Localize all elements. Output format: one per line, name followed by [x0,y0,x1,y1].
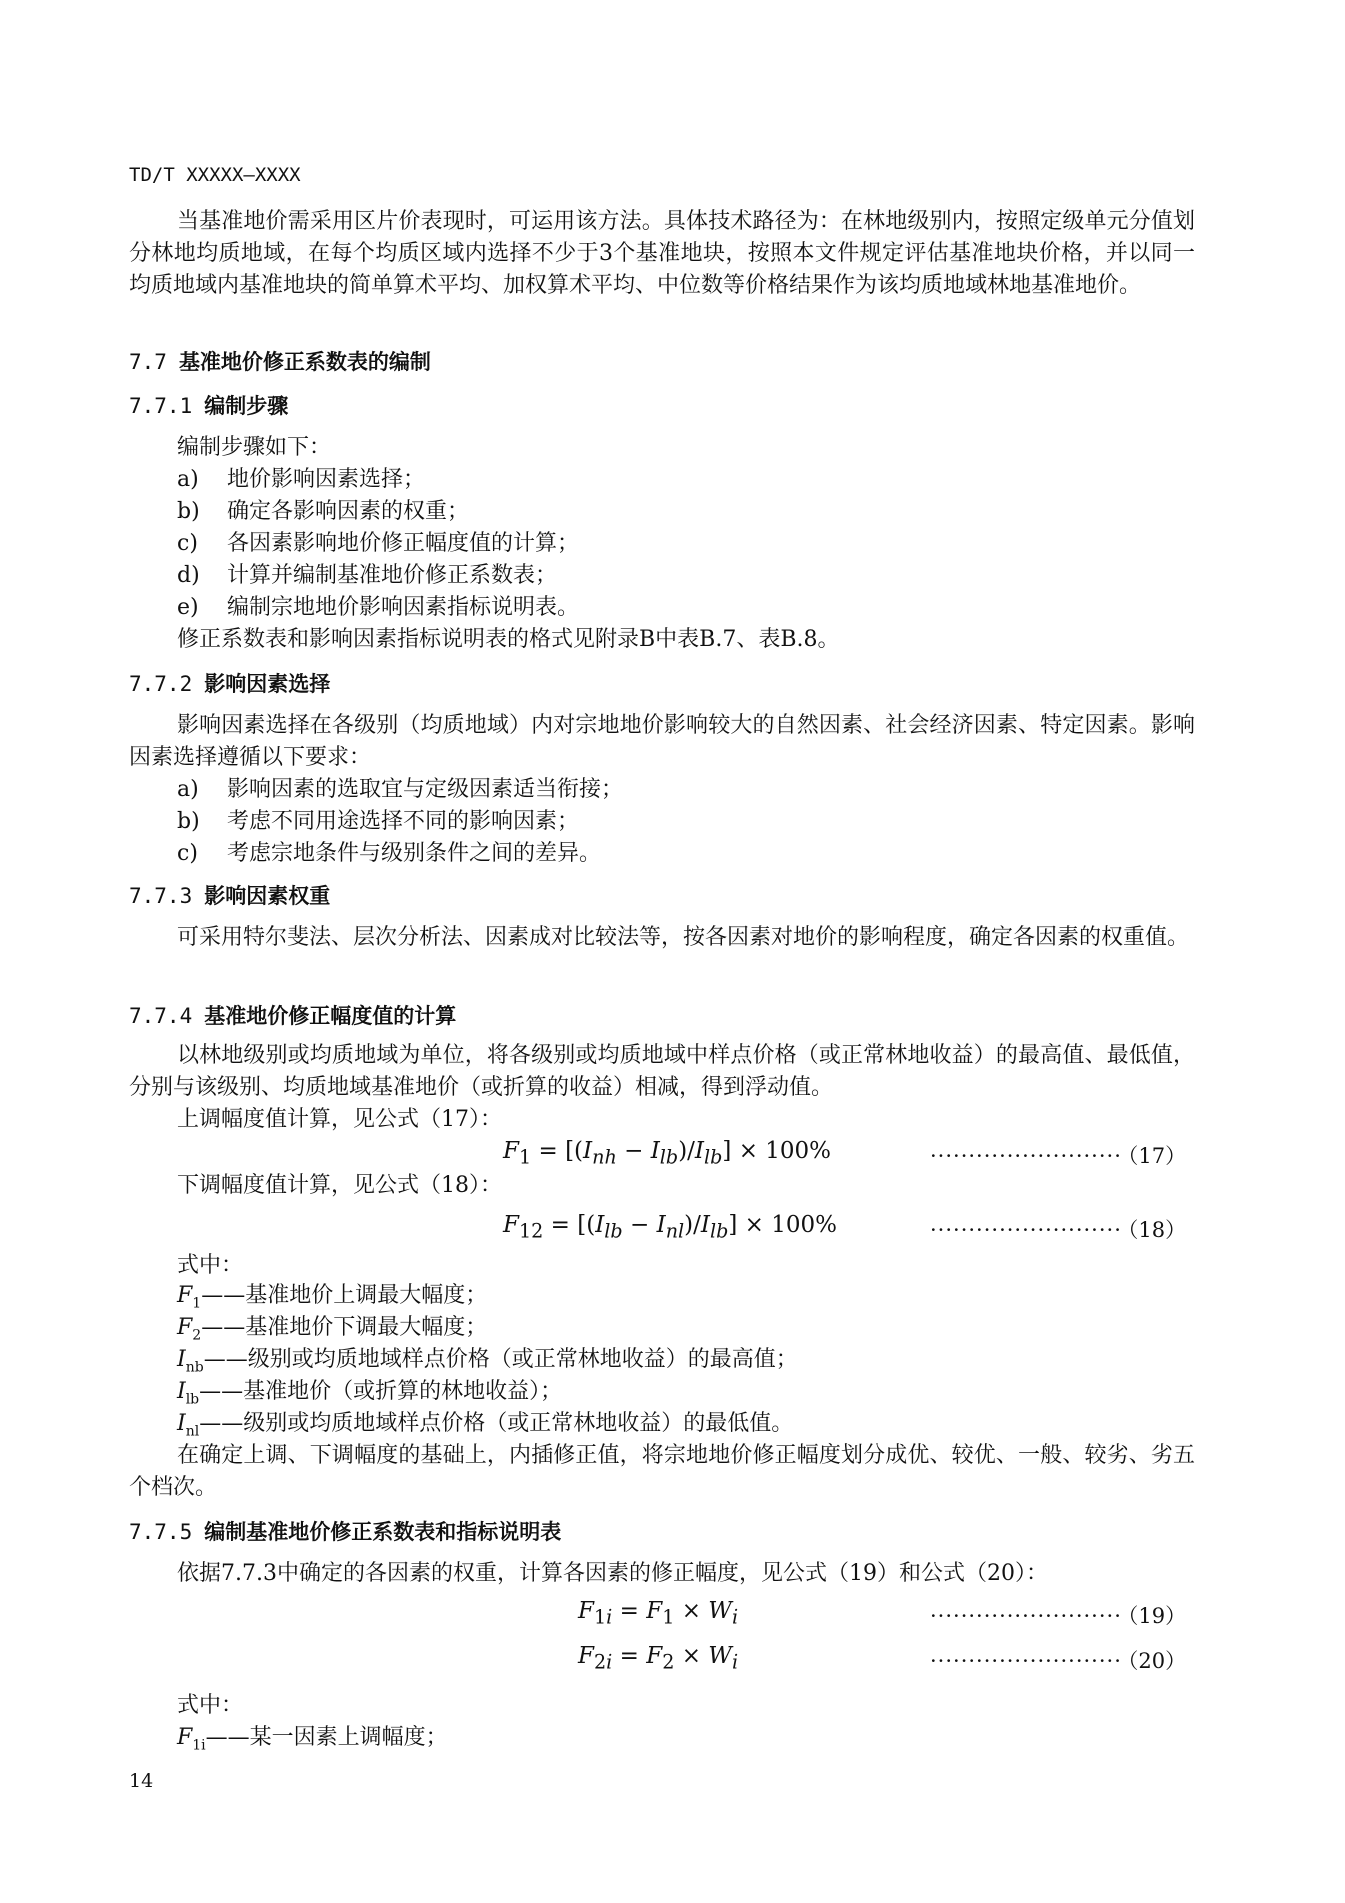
formula-18: $F_{12} = [(I_{lb} - I_{nl})/I_{lb}] \times 100\%$ [503,1212,837,1243]
formula-19-number: ························· （19） [930,1604,1187,1628]
definition-item: $F_1——$基准地价上调最大幅度； [177,1283,488,1312]
formula-17: $F_1 = [(I_{nh} - I_{lb})/I_{lb}] \times 100\%$ [503,1138,832,1169]
factor-selection-paragraph: 影响因素选择在各级别（均质地域）内对宗地地价影响较大的自然因素、社会经济因素、特定因素。影响因素选择遵循以下要求： [129,713,1195,770]
formula-19: $F_{1i} = F_1 \times W_i$ [578,1598,739,1629]
where-label: 式中： [177,1253,244,1278]
list-item: b) 考虑不同用途选择不同的影响因素； [177,809,580,834]
steps-tail: 修正系数表和影响因素指标说明表的格式见附录B中表B.7、表B.8。 [177,627,840,652]
formula-20-number: ························· （20） [930,1649,1187,1673]
section-number: 7.7.4 [129,1004,193,1028]
section-7-7-heading [129,346,431,376]
section-number: 7.7.2 [129,672,193,696]
steps-lead: 编制步骤如下： [177,435,332,460]
list-item: d) 计算并编制基准地价修正系数表； [177,563,558,588]
formula-17-lead: 上调幅度值计算，见公式（17）： [177,1107,502,1132]
formula-17-number: ························· （17） [930,1144,1187,1168]
section-number: 7.7.1 [129,394,193,418]
list-item: a) 影响因素的选取宜与定级因素适当衔接； [177,777,624,802]
grading-paragraph: 在确定上调、下调幅度的基础上，内插修正值，将宗地地价修正幅度划分成优、较优、一般、较劣、劣五个档次。 [129,1443,1195,1500]
formula-20: $F_{2i} = F_2 \times W_i$ [578,1643,739,1674]
page-number: 14 [129,1770,154,1792]
section-title: 影响因素权重 [204,884,331,908]
section-7-7-5-heading [129,1516,561,1546]
section-number: 7.7.3 [129,884,193,908]
section-7-7-1-heading [129,390,288,420]
formula-18-lead: 下调幅度值计算，见公式（18）： [177,1173,502,1198]
list-item: e) 编制宗地地价影响因素指标说明表。 [177,595,580,620]
weight-paragraph: 可采用特尔斐法、层次分析法、因素成对比较法等，按各因素对地价的影响程度，确定各因素的权重值。 [177,925,1190,950]
formula-19-20-lead: 依据7.7.3中确定的各因素的权重，计算各因素的修正幅度，见公式（19）和公式（20）： [177,1561,1048,1586]
intro-text: 当基准地价需采用区片价表现时，可运用该方法。具体技术路径为：在林地级别内，按照定级单元分值划分林地均质地域，在每个均质区域内选择不少于3个基准地块，按照本文件规定评估基准地块价格，并以同一均质地域内基准地块的简单算术平均、加权算术平均、中位数等价格结果作为该均质地域林地基准地价。 [129,209,1195,298]
definition-item: $I_{lb}——$基准地价（或折算的林地收益）； [177,1379,563,1408]
section-7-7-2-heading [129,668,330,698]
section-number: 7.7.5 [129,1520,193,1544]
definition-item: $I_{nb}——$级别或均质地域样点价格（或正常林地收益）的最高值； [177,1347,798,1376]
range-paragraph: 以林地级别或均质地域为单位，将各级别或均质地域中样点价格（或正常林地收益）的最高值、最低值，分别与该级别、均质地域基准地价（或折算的收益）相减，得到浮动值。 [129,1043,1195,1100]
standard-code: TD/T XXXXX—XXXX [129,164,301,186]
section-title: 基准地价修正幅度值的计算 [204,1004,457,1028]
where-label: 式中： [177,1693,244,1718]
section-number: 7.7 [129,350,167,374]
list-item: c) 各因素影响地价修正幅度值的计算； [177,531,580,556]
definition-item: $F_2——$基准地价下调最大幅度； [177,1315,488,1344]
list-item: b) 确定各影响因素的权重； [177,499,470,524]
formula-18-number: ························· （18） [930,1218,1187,1242]
section-7-7-3-heading [129,880,330,910]
section-title: 影响因素选择 [204,672,331,696]
intro-paragraph [129,206,1195,302]
list-item: a) 地价影响因素选择； [177,467,426,492]
section-title: 编制基准地价修正系数表和指标说明表 [204,1520,562,1544]
section-title: 编制步骤 [204,394,289,418]
definition-item: $F_{1i}——$某一因素上调幅度； [177,1725,448,1754]
definition-item: $I_{nl}——$级别或均质地域样点价格（或正常林地收益）的最低值。 [177,1411,794,1440]
section-7-7-4-heading [129,1000,456,1030]
section-title: 基准地价修正系数表的编制 [178,350,431,374]
list-item: c) 考虑宗地条件与级别条件之间的差异。 [177,841,602,866]
